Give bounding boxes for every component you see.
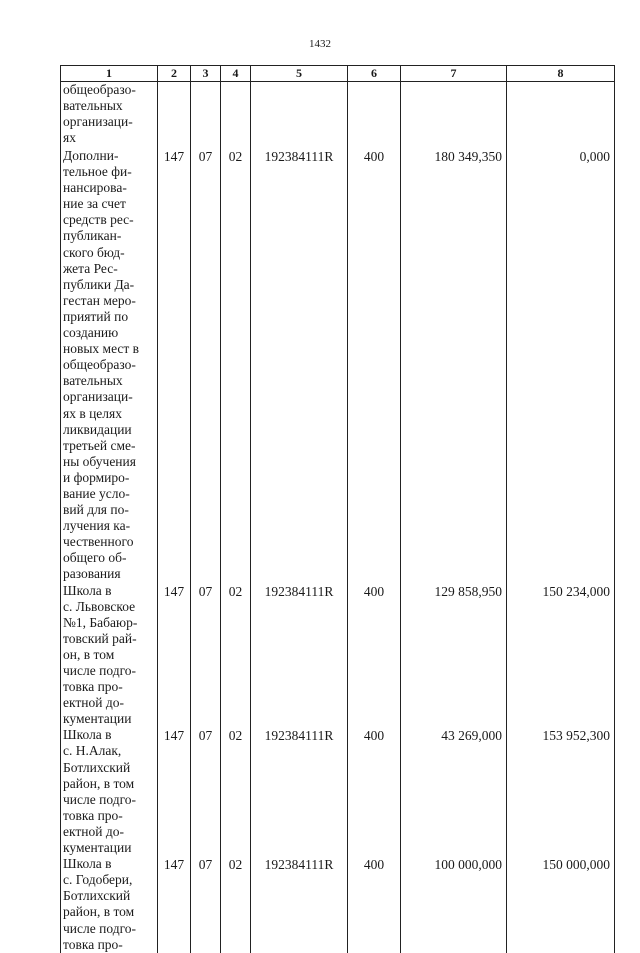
table-row: [61, 856, 615, 953]
cell-col5: 192384111R: [251, 148, 348, 583]
cell-col7: [401, 82, 507, 149]
cell-col3: 07: [191, 727, 221, 856]
cell-col7: 129 858,950: [401, 583, 507, 728]
column-header: 6: [348, 66, 401, 82]
page-number: 1432: [309, 38, 331, 50]
column-header: 2: [158, 66, 191, 82]
cell-col8: 153 952,300: [507, 727, 615, 856]
cell-col2: 147: [158, 856, 191, 953]
cell-col5: 192384111R: [251, 856, 348, 953]
row-name: Школа в с. Львовское №1, Бабаюр- товский рай- он, в том числе подго- товка про- ектной до- кументации: [61, 583, 158, 728]
cell-col4: 02: [221, 583, 251, 728]
cell-col6: 400: [348, 727, 401, 856]
cell-col7: 100 000,000: [401, 856, 507, 953]
cell-col8: [507, 82, 615, 149]
column-header: 7: [401, 66, 507, 82]
column-header: 8: [507, 66, 615, 82]
row-name: Дополни- тельное фи- нансирова- ние за счет средств рес- публикан- ского бюд- жета Рес- публики Да- гестан меро- приятий по созданию новых мест в общеобразо- вательных организаци- ях в целях ликвидации третьей сме- ны обучения и формиро- вание усло- вий для по- лучения ка- чественного общего об- разования: [61, 148, 158, 583]
column-number-header-row: [61, 66, 615, 82]
cell-col3: 07: [191, 583, 221, 728]
cell-col8: 150 234,000: [507, 583, 615, 728]
cell-col8: 150 000,000: [507, 856, 615, 953]
table-row: [61, 148, 615, 583]
cell-col7: 180 349,350: [401, 148, 507, 583]
cell-col3: 07: [191, 856, 221, 953]
cell-col6: [348, 82, 401, 149]
cell-col6: 400: [348, 583, 401, 728]
cell-col5: [251, 82, 348, 149]
cell-col3: [191, 82, 221, 149]
cell-col4: 02: [221, 727, 251, 856]
column-header: 1: [61, 66, 158, 82]
cell-col2: [158, 82, 191, 149]
cell-col5: 192384111R: [251, 727, 348, 856]
cell-col2: 147: [158, 727, 191, 856]
table-row: [61, 583, 615, 728]
column-header: 3: [191, 66, 221, 82]
column-header: 5: [251, 66, 348, 82]
budget-table: [60, 65, 615, 953]
cell-col7: 43 269,000: [401, 727, 507, 856]
cell-col6: 400: [348, 856, 401, 953]
table-row: [61, 82, 615, 149]
cell-col3: 07: [191, 148, 221, 583]
cell-col4: 02: [221, 148, 251, 583]
column-header: 4: [221, 66, 251, 82]
cell-col5: 192384111R: [251, 583, 348, 728]
row-name: Школа в с. Годобери, Ботлихский район, в том числе подго- товка про-: [61, 856, 158, 953]
cell-col2: 147: [158, 148, 191, 583]
cell-col6: 400: [348, 148, 401, 583]
table-row: [61, 727, 615, 856]
row-name: Школа в с. Н.Алак, Ботлихский район, в том числе подго- товка про- ектной до- кументации: [61, 727, 158, 856]
cell-col2: 147: [158, 583, 191, 728]
row-name: общеобразо- вательных организаци- ях: [61, 82, 158, 149]
cell-col4: 02: [221, 856, 251, 953]
cell-col8: 0,000: [507, 148, 615, 583]
cell-col4: [221, 82, 251, 149]
